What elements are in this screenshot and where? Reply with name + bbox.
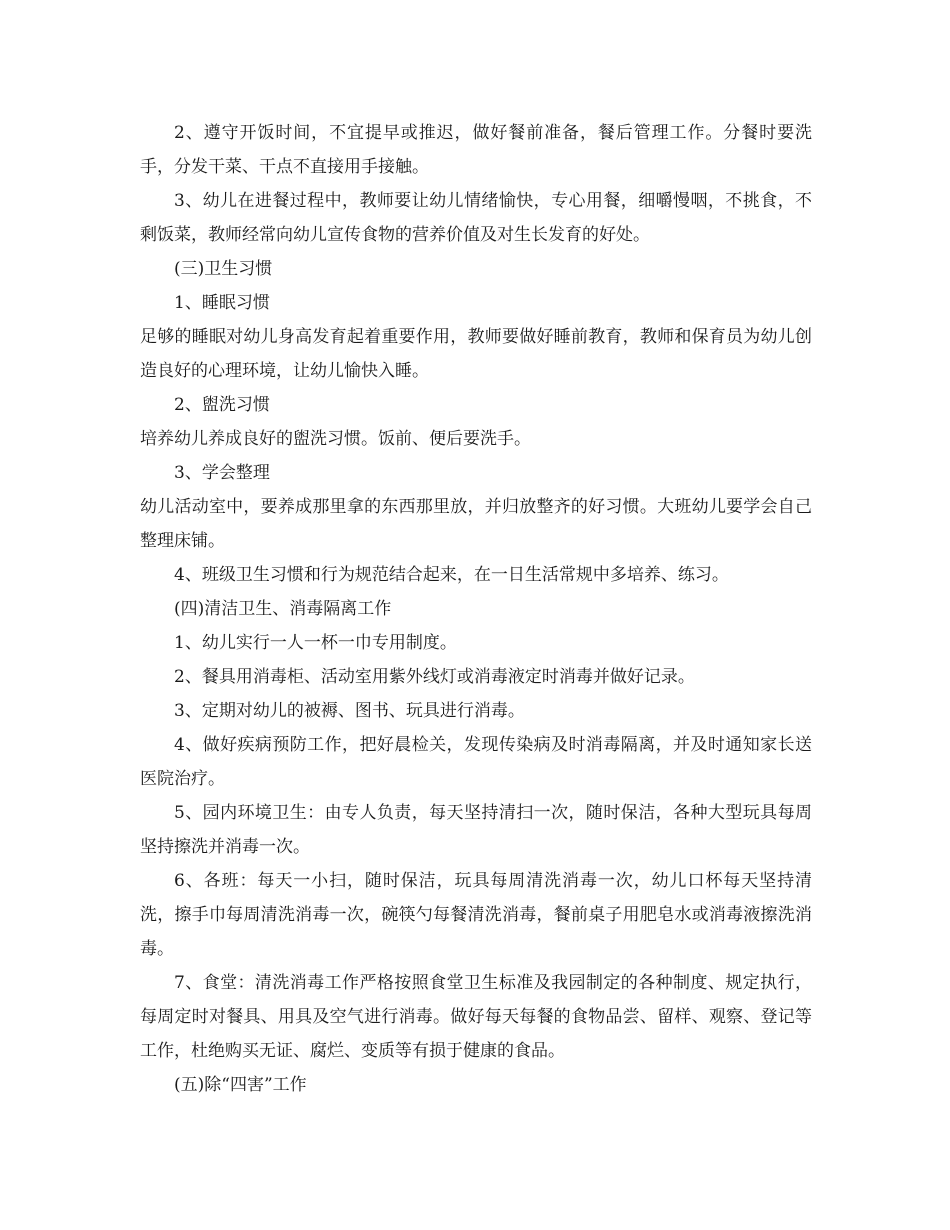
paragraph-bedding-toys: 3、定期对幼儿的被褥、图书、玩具进行消毒。: [174, 701, 525, 721]
subheading-sleep-habits: 1、睡眠习惯: [174, 293, 270, 313]
section-heading-hygiene-habits: (三)卫生习惯: [174, 259, 273, 279]
subheading-tidying: 3、学会整理: [174, 463, 270, 483]
paragraph-tableware: 2、餐具用消毒柜、活动室用紫外线灯或消毒液定时消毒并做好记录。: [174, 667, 695, 687]
subheading-washing-habits: 2、盥洗习惯: [174, 395, 270, 415]
paragraph-canteen: 7、食堂：清洗消毒工作严格按照食堂卫生标准及我园制定的各种制度、规定执行，每周定时对餐具、用具及空气进行消毒。做好每天每餐的食物品尝、留样、观察、登记等工作，杜绝购买无证、腐烂、变质等有损于健康的食品。: [140, 973, 812, 1061]
paragraph-washing: 培养幼儿养成良好的盥洗习惯。饭前、便后要洗手。: [140, 429, 531, 449]
paragraph-each-class: 6、各班：每天一小扫，随时保洁，玩具每周清洗消毒一次，幼儿口杯每天坚持清洗，擦手巾每周清洗消毒一次，碗筷勺每餐清洗消毒，餐前桌子用肥皂水或消毒液擦洗消毒。: [140, 871, 812, 959]
paragraph-meal-time: 2、遵守开饭时间，不宜提早或推迟，做好餐前准备，餐后管理工作。分餐时要洗手，分发干菜、干点不直接用手接触。: [140, 123, 812, 177]
paragraph-cup-towel: 1、幼儿实行一人一杯一巾专用制度。: [174, 633, 457, 653]
paragraph-campus-environment: 5、园内环境卫生：由专人负责，每天坚持清扫一次，随时保洁，各种大型玩具每周坚持擦洗并消毒一次。: [140, 803, 812, 857]
paragraph-tidying: 幼儿活动室中，要养成那里拿的东西那里放，并归放整齐的好习惯。大班幼儿要学会自己整理床铺。: [140, 497, 812, 551]
paragraph-sleep: 足够的睡眠对幼儿身高发育起着重要作用，教师要做好睡前教育，教师和保育员为幼儿创造良好的心理环境，让幼儿愉快入睡。: [140, 327, 812, 381]
paragraph-eating-process: 3、幼儿在进餐过程中，教师要让幼儿情绪愉快，专心用餐，细嚼慢咽，不挑食，不剩饭菜，教师经常向幼儿宣传食物的营养价值及对生长发育的好处。: [140, 191, 812, 245]
section-heading-four-pests: (五)除“四害”工作: [174, 1075, 307, 1095]
document-body: [140, 116, 812, 1102]
section-heading-disinfection: (四)清洁卫生、消毒隔离工作: [174, 599, 392, 619]
paragraph-disease-prevention: 4、做好疾病预防工作，把好晨检关，发现传染病及时消毒隔离，并及时通知家长送医院治疗。: [140, 735, 812, 789]
paragraph-class-hygiene: 4、班级卫生习惯和行为规范结合起来，在一日生活常规中多培养、练习。: [174, 565, 729, 585]
